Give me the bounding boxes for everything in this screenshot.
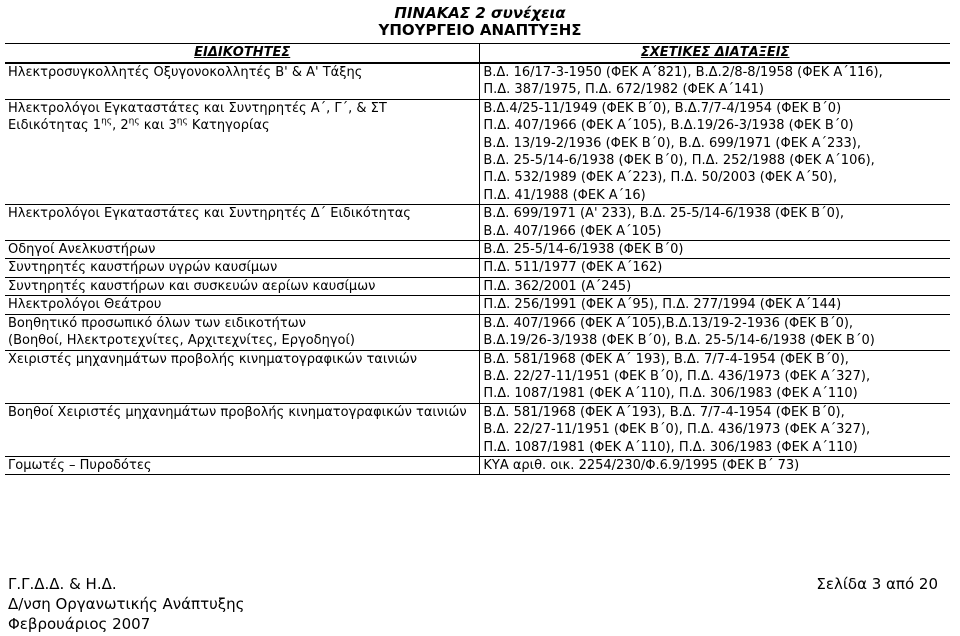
page-number: Σελίδα 3 από 20	[816, 575, 938, 593]
col-header-specialties: ΕΙΔΙΚΟΤΗΤΕΣ	[5, 44, 480, 64]
provisions-cell	[480, 99, 950, 204]
page-title: ΠΙΝΑΚΑΣ 2 συνέχεια	[394, 4, 566, 22]
specialty-line: Βοηθητικό προσωπικό όλων των ειδικοτήτων	[8, 315, 306, 331]
specialty-line: Ηλεκτροσυγκολλητές Οξυγονοκολλητές Β' & Α' Τάξης	[8, 65, 363, 80]
provision-line: Β.Δ. 13/19-2/1936 (ΦΕΚ Β΄0), Β.Δ. 699/1971 (ΦΕΚ Α΄233),	[483, 135, 861, 151]
provisions-cell	[480, 277, 950, 295]
provision-line: Β.Δ. 22/27-11/1951 (ΦΕΚ Β΄0), Π.Δ. 436/1973 (ΦΕΚ Α΄327),	[483, 368, 871, 384]
provision-line: Β.Δ. 407/1966 (ΦΕΚ Α΄105),Β.Δ.13/19-2-1936 (ΦΕΚ Β΄0),	[483, 315, 854, 331]
specialty-cell	[5, 241, 480, 259]
provisions-cell	[480, 205, 950, 241]
table-row	[5, 350, 950, 403]
table-row	[5, 296, 950, 314]
provision-line: Π.Δ. 1087/1981 (ΦΕΚ Α΄110), Π.Δ. 306/1983 (ΦΕΚ Α΄110)	[483, 386, 858, 402]
table-row	[5, 314, 950, 350]
specialty-cell	[5, 259, 480, 277]
specialty-cell	[5, 403, 480, 456]
specialty-line: Συντηρητές καυστήρων υγρών καυσίμων	[8, 260, 278, 276]
specialty-cell	[5, 99, 480, 204]
specialty-cell	[5, 350, 480, 403]
provision-line: Β.Δ. 25-5/14-6/1938 (ΦΕΚ Β΄0)	[483, 242, 684, 258]
table-row	[5, 205, 950, 241]
specialty-cell	[5, 456, 480, 474]
provision-line: Π.Δ. 407/1966 (ΦΕΚ Α΄105), Β.Δ.19/26-3/1938 (ΦΕΚ Β΄0)	[483, 118, 854, 134]
provision-line: Π.Δ. 532/1989 (ΦΕΚ Α΄223), Π.Δ. 50/2003 (ΦΕΚ Α΄50),	[483, 170, 838, 186]
provisions-cell	[480, 456, 950, 474]
table-row	[5, 403, 950, 456]
specialty-cell	[5, 205, 480, 241]
provision-line: Π.Δ. 511/1977 (ΦΕΚ Α΄162)	[483, 260, 663, 276]
provisions-cell	[480, 350, 950, 403]
table-row	[5, 99, 950, 204]
specialty-line: Ηλεκτρολόγοι Θεάτρου	[8, 297, 162, 313]
provision-line: Π.Δ. 387/1975, Π.Δ. 672/1982 (ΦΕΚ Α΄141)	[483, 82, 764, 98]
provision-line: Π.Δ. 41/1988 (ΦΕΚ Α΄16)	[483, 187, 646, 203]
specialty-cell	[5, 314, 480, 350]
specialty-line: Οδηγοί Ανελκυστήρων	[8, 242, 156, 258]
provision-line: Β.Δ. 25-5/14-6/1938 (ΦΕΚ Β΄0), Π.Δ. 252/1988 (ΦΕΚ Α΄106),	[483, 153, 875, 169]
table-row	[5, 456, 950, 474]
specialty-line: Ηλεκτρολόγοι Εγκαταστάτες και Συντηρητές Δ΄ Ειδικότητας	[8, 206, 411, 222]
specialty-cell	[5, 277, 480, 295]
footer-line: Γ.Γ.Δ.Δ. & Η.Δ.	[8, 575, 117, 593]
provision-line: Β.Δ.19/26-3/1938 (ΦΕΚ Β΄0), Β.Δ. 25-5/14-6/1938 (ΦΕΚ Β΄0)	[483, 333, 875, 349]
specialty-line: Συντηρητές καυστήρων και συσκευών αερίων καυσίμων	[8, 278, 376, 294]
provisions-cell	[480, 403, 950, 456]
table-row	[5, 63, 950, 99]
specialty-line: Ηλεκτρολόγοι Εγκαταστάτες και Συντηρητές Α΄, Γ΄, & ΣΤ	[8, 100, 387, 116]
page-subtitle: ΥΠΟΥΡΓΕΙΟ ΑΝΑΠΤΥΞΗΣ	[378, 21, 582, 39]
footer-line: Δ/νση Οργανωτικής Ανάπτυξης	[8, 595, 245, 613]
provisions-cell	[480, 63, 950, 99]
specialty-line: Χειριστές μηχανημάτων προβολής κινηματογραφικών ταινιών	[8, 351, 418, 367]
table-row	[5, 259, 950, 277]
provisions-table	[5, 43, 950, 475]
specialty-cell	[5, 296, 480, 314]
provision-line: Π.Δ. 362/2001 (Α΄245)	[483, 278, 632, 294]
table-row	[5, 241, 950, 259]
specialty-line: (Βοηθοί, Ηλεκτροτεχνίτες, Αρχιτεχνίτες, Εργοδηγοί)	[8, 333, 355, 349]
table-header-row	[5, 44, 950, 64]
provisions-cell	[480, 314, 950, 350]
provision-line: Β.Δ. 407/1966 (ΦΕΚ Α΄105)	[483, 223, 662, 239]
provision-line: Π.Δ. 256/1991 (ΦΕΚ Α΄95), Π.Δ. 277/1994 (ΦΕΚ Α΄144)	[483, 297, 842, 313]
provision-line: Β.Δ.4/25-11/1949 (ΦΕΚ Β΄0), Β.Δ.7/7-4/1954 (ΦΕΚ Β΄0)	[483, 100, 842, 116]
table-row	[5, 277, 950, 295]
col-header-provisions: ΣΧΕΤΙΚΕΣ ΔΙΑΤΑΞΕΙΣ	[640, 45, 790, 60]
provision-line: Π.Δ. 1087/1981 (ΦΕΚ Α΄110), Π.Δ. 306/1983 (ΦΕΚ Α΄110)	[483, 439, 858, 455]
provision-line: Β.Δ. 22/27-11/1951 (ΦΕΚ Β΄0), Π.Δ. 436/1973 (ΦΕΚ Α΄327),	[483, 422, 871, 438]
provision-line: Β.Δ. 581/1968 (ΦΕΚ Α΄193), Β.Δ. 7/7-4-1954 (ΦΕΚ Β΄0),	[483, 404, 845, 420]
footer-line: Φεβρουάριος 2007	[8, 615, 151, 633]
provisions-cell	[480, 296, 950, 314]
provision-line: Β.Δ. 16/17-3-1950 (ΦΕΚ Α΄821), Β.Δ.2/8-8/1958 (ΦΕΚ Α΄116),	[483, 65, 883, 80]
specialty-cell	[5, 63, 480, 99]
provisions-cell	[480, 259, 950, 277]
specialty-line: Ειδικότητας $1^{\eta\varsigma}$, $2^{\eta\varsigma}$ και $3^{\eta\varsigma}$ Κατηγορίας	[8, 116, 270, 134]
provision-line: Β.Δ. 581/1968 (ΦΕΚ Α΄ 193), Β.Δ. 7/7-4-1954 (ΦΕΚ Β΄0),	[483, 351, 849, 367]
provision-line: ΚΥΑ αριθ. οικ. 2254/230/Φ.6.9/1995 (ΦΕΚ Β΄ 73)	[483, 457, 800, 473]
provisions-cell	[480, 241, 950, 259]
provision-line: Β.Δ. 699/1971 (Α' 233), Β.Δ. 25-5/14-6/1938 (ΦΕΚ Β΄0),	[483, 206, 845, 222]
specialty-line: Βοηθοί Χειριστές μηχανημάτων προβολής κινηματογραφικών ταινιών	[8, 404, 467, 420]
footer-organization	[8, 574, 244, 634]
specialty-line: Γομωτές – Πυροδότες	[8, 457, 152, 473]
